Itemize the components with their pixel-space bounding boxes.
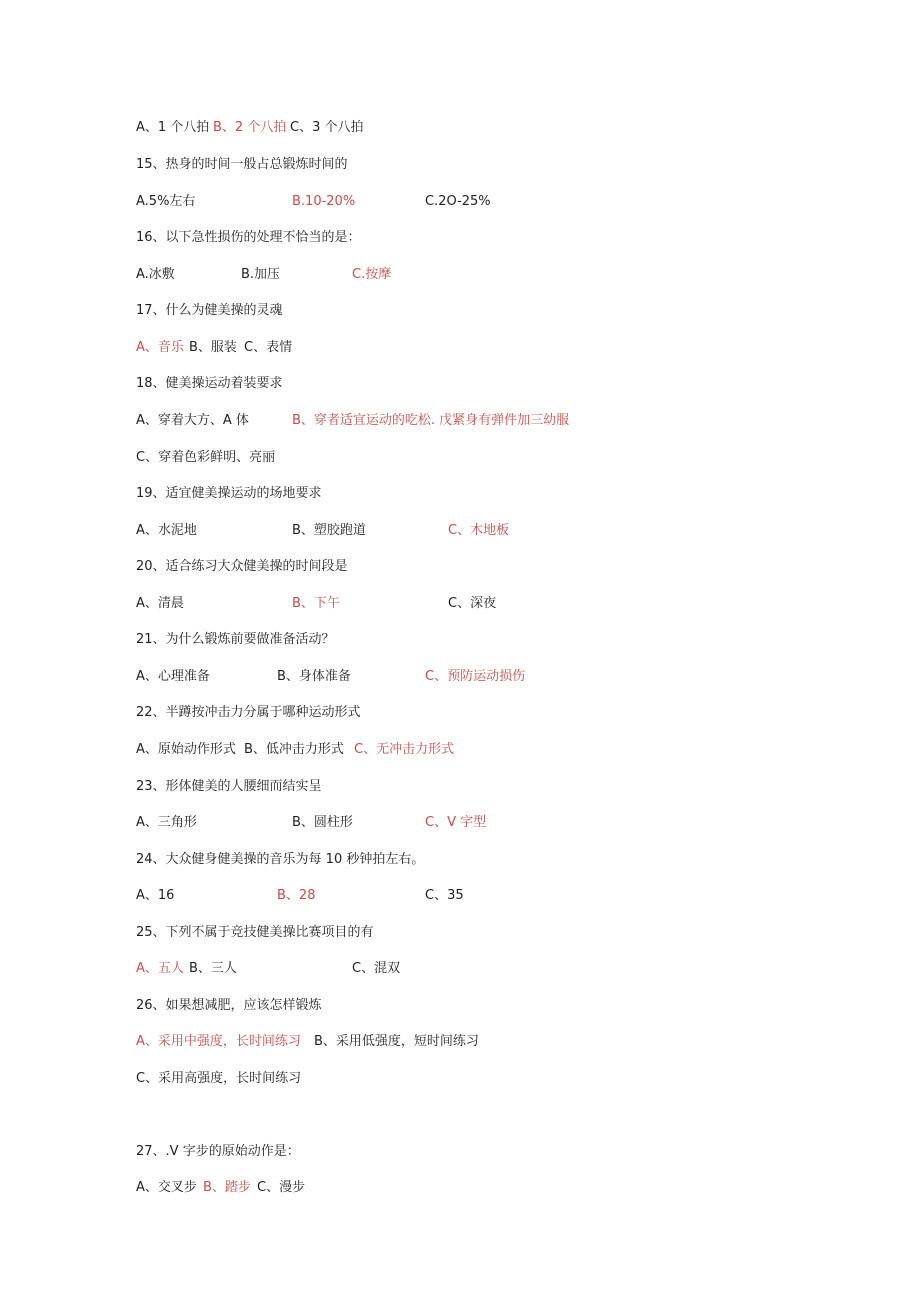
option-text: C、35 <box>425 888 464 903</box>
option-text: C.2O-25% <box>425 194 491 209</box>
correct-answer-option: A、采用中强度，长时间练习 <box>136 1034 301 1049</box>
correct-answer-option: B、穿者适宜运动的吃松. 戊紧身有弹件加三幼服 <box>292 413 570 428</box>
correct-answer-option: B、2 个八拍 <box>213 120 287 135</box>
option-text: 24、大众健身健美操的音乐为每 10 秒钟拍左右。 <box>136 852 425 867</box>
option-text: A、交叉步 <box>136 1180 197 1195</box>
option-text: A、16 <box>136 888 175 903</box>
option-text: B、身体准备 <box>277 669 351 684</box>
correct-answer-option: B.10-20% <box>292 194 356 209</box>
correct-answer-option: C、木地板 <box>448 523 510 538</box>
option-text: C、3 个八拍 <box>290 120 364 135</box>
option-text: B、三人 <box>189 961 237 976</box>
option-text: A、三角形 <box>136 815 197 830</box>
option-text: B.加压 <box>241 267 281 282</box>
correct-answer-option: C、V 字型 <box>425 815 487 830</box>
option-text: 17、什么为健美操的灵魂 <box>136 303 283 318</box>
option-text: 26、如果想减肥，应该怎样锻炼 <box>136 998 322 1013</box>
option-text: A.5%左右 <box>136 194 196 209</box>
option-text: B、采用低强度，短时间练习 <box>314 1034 479 1049</box>
option-text: A、1 个八拍 <box>136 120 210 135</box>
option-text: 21、为什么锻炼前要做准备活动？ <box>136 632 335 647</box>
option-text: C、采用高强度，长时间练习 <box>136 1071 302 1086</box>
option-text: B、塑胶跑道 <box>292 523 366 538</box>
correct-answer-option: C、预防运动损伤 <box>425 669 526 684</box>
option-text: C、漫步 <box>257 1180 306 1195</box>
option-text: C、混双 <box>352 961 401 976</box>
option-text: A、穿着大方、A 体 <box>136 413 249 428</box>
option-text: 23、形体健美的人腰细而结实呈 <box>136 779 322 794</box>
correct-answer-option: C.按摩 <box>352 267 392 282</box>
option-text: 19、适宜健美操运动的场地要求 <box>136 486 322 501</box>
option-text: 15、热身的时间一般占总锻炼时间的 <box>136 157 348 172</box>
option-text: 22、半蹲按冲击力分属于哪种运动形式 <box>136 705 361 720</box>
option-text: A、清晨 <box>136 596 184 611</box>
option-text: 25、下列不属于竞技健美操比赛项目的有 <box>136 925 374 940</box>
option-text: 20、适合练习大众健美操的时间段是 <box>136 559 348 574</box>
option-text: A、水泥地 <box>136 523 197 538</box>
option-text: 27、.V 字步的原始动作是： <box>136 1144 300 1159</box>
option-text: B、圆柱形 <box>292 815 353 830</box>
option-text: A、心理准备 <box>136 669 210 684</box>
option-text: A.冰敷 <box>136 267 175 282</box>
option-text: B、低冲击力形式 <box>244 742 344 757</box>
option-text: C、表情 <box>244 340 293 355</box>
correct-answer-option: A、五人 <box>136 961 184 976</box>
option-text: C、深夜 <box>448 596 497 611</box>
option-text: A、原始动作形式 <box>136 742 236 757</box>
correct-answer-option: C、无冲击力形式 <box>354 742 455 757</box>
option-text: 18、健美操运动着装要求 <box>136 376 283 391</box>
correct-answer-option: B、28 <box>277 888 316 903</box>
correct-answer-option: A、音乐 <box>136 340 184 355</box>
correct-answer-option: B、下午 <box>292 596 340 611</box>
option-text: C、穿着色彩鲜明、亮丽 <box>136 450 276 465</box>
option-text: B、服装 <box>189 340 237 355</box>
correct-answer-option: B、踏步 <box>203 1180 251 1195</box>
option-text: 16、以下急性损伤的处理不恰当的是： <box>136 230 361 245</box>
